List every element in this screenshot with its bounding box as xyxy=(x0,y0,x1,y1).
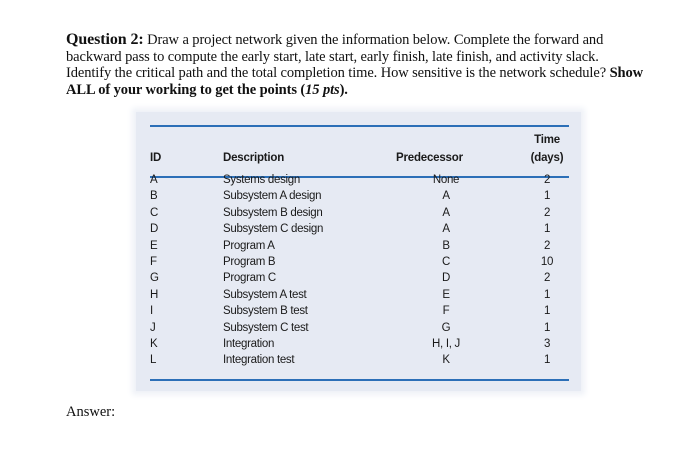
predecessor-column xyxy=(386,172,506,369)
question-label: Question 2: xyxy=(66,31,144,48)
id-cell: I xyxy=(150,305,153,318)
id-cell: F xyxy=(150,255,157,268)
activity-table xyxy=(136,112,581,391)
id-cell: A xyxy=(150,174,158,186)
description-cell: Subsystem C design xyxy=(223,223,324,236)
description-column xyxy=(223,172,383,369)
predecessor-cell: G xyxy=(441,321,451,334)
description-cell: Subsystem B test xyxy=(223,305,308,318)
id-cell: E xyxy=(150,239,158,252)
time-cell: 3 xyxy=(543,337,551,350)
time-cell: 1 xyxy=(543,288,551,301)
predecessor-cell: A xyxy=(442,206,450,219)
points-value: 15 pts xyxy=(305,81,340,98)
question-text xyxy=(66,32,646,98)
description-cell: Subsystem A design xyxy=(223,190,322,203)
predecessor-cell: H, I, J xyxy=(432,337,460,350)
id-column xyxy=(150,172,164,369)
time-cell: 1 xyxy=(543,305,551,318)
id-cell: K xyxy=(150,337,158,350)
predecessor-cell: None xyxy=(432,174,460,186)
id-cell: H xyxy=(150,288,159,301)
show-all-suffix: ). xyxy=(339,81,348,98)
header-time-line2: (days) xyxy=(530,152,564,164)
predecessor-cell: K xyxy=(442,354,450,367)
description-cell: Program B xyxy=(223,255,276,268)
id-cell: J xyxy=(150,321,156,334)
description-cell: Integration xyxy=(223,337,275,350)
predecessor-cell: A xyxy=(442,190,450,203)
time-cell: 2 xyxy=(543,174,551,186)
id-cell: G xyxy=(150,272,159,285)
show-all-prefix: Show ALL of your working to get the points ( xyxy=(66,65,644,98)
id-cell: L xyxy=(150,354,157,367)
description-cell: Subsystem C test xyxy=(223,321,309,334)
answer-label: Answer: xyxy=(66,404,116,420)
id-cell: B xyxy=(150,190,158,203)
id-cell: C xyxy=(150,206,159,219)
header-id: ID xyxy=(150,152,162,164)
description-cell: Systems design xyxy=(223,174,300,186)
predecessor-cell: B xyxy=(442,239,450,252)
time-cell: 2 xyxy=(543,272,551,285)
predecessor-cell: C xyxy=(441,255,450,268)
description-cell: Subsystem A test xyxy=(223,288,307,301)
question-body: Draw a project network given the information below. Complete the forward and backward pass to compute the early start, late start, early finish, late finish, and activity slack. Identify the critical path and the total completion time. How sensitive is the network schedule? xyxy=(66,32,607,81)
table-bottom-rule xyxy=(150,379,569,381)
time-cell: 2 xyxy=(543,206,551,219)
time-cell: 1 xyxy=(543,190,551,203)
time-cell: 1 xyxy=(543,223,551,236)
table-top-rule xyxy=(150,125,569,127)
predecessor-cell: D xyxy=(441,272,450,285)
description-cell: Program C xyxy=(223,272,276,285)
time-column xyxy=(522,172,572,369)
description-cell: Subsystem B design xyxy=(223,206,323,219)
description-cell: Integration test xyxy=(223,354,295,367)
header-time-line1: Time xyxy=(534,134,560,146)
header-description: Description xyxy=(223,152,285,164)
predecessor-cell: F xyxy=(442,305,450,318)
time-cell: 10 xyxy=(540,255,554,268)
time-cell: 2 xyxy=(543,239,551,252)
time-cell: 1 xyxy=(543,354,551,367)
id-cell: D xyxy=(150,223,159,236)
predecessor-cell: E xyxy=(442,288,450,301)
header-predecessor: Predecessor xyxy=(396,152,463,164)
time-cell: 1 xyxy=(543,321,551,334)
description-cell: Program A xyxy=(223,239,275,252)
predecessor-cell: A xyxy=(442,223,450,236)
